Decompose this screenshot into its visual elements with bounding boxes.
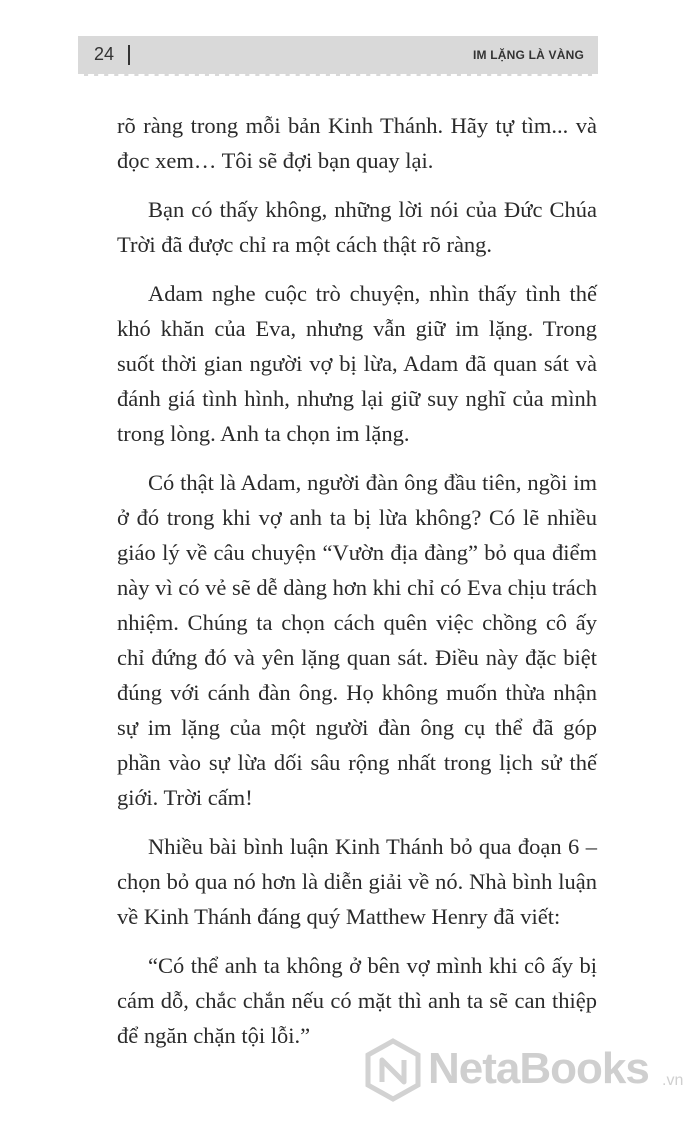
header-divider — [128, 45, 130, 65]
paragraph-4: Có thật là Adam, người đàn ông đầu tiên, ngồi im ở đó trong khi vợ anh ta bị lừa không? Có lẽ nhiều giáo lý về câu chuyện “Vườn địa đàng” bỏ qua điểm này vì có vẻ sẽ dễ dàng hơn khi chỉ có Eva chịu trách nhiệm. Chúng ta chọn cách quên việc chồng cô ấy chỉ đứng đó và yên lặng quan sát. Điều này đặc biệt đúng với cánh đàn ông. Họ không muốn thừa nhận sự im lặng của một người đàn ông cụ thể đã góp phần vào sự lừa dối sâu rộng nhất trong lịch sử thế giới. Trời cấm! — [117, 470, 597, 810]
page-body — [117, 108, 597, 1067]
netabooks-logo-icon — [364, 1038, 422, 1102]
running-header — [78, 36, 598, 76]
running-title: IM LẶNG LÀ VÀNG — [473, 48, 584, 62]
watermark-suffix: .vn — [662, 1072, 684, 1089]
page-number: 24 — [94, 44, 115, 64]
watermark — [364, 1038, 700, 1118]
paragraph-1: rõ ràng trong mỗi bản Kinh Thánh. Hãy tự tìm... và đọc xem… Tôi sẽ đợi bạn quay lại. — [117, 113, 597, 173]
quote-paragraph: “Có thể anh ta không ở bên vợ mình khi cô ấy bị cám dỗ, chắc chắn nếu có mặt thì anh ta sẽ can thiệp để ngăn chặn tội lỗi.” — [117, 953, 597, 1048]
paragraph-2: Bạn có thấy không, những lời nói của Đức Chúa Trời đã được chỉ ra một cách thật rõ ràng. — [117, 197, 597, 257]
watermark-brand: NetaBooks — [428, 1044, 649, 1093]
paragraph-3: Adam nghe cuộc trò chuyện, nhìn thấy tình thế khó khăn của Eva, nhưng vẫn giữ im lặng. Trong suốt thời gian người vợ bị lừa, Adam đã quan sát và đánh giá tình hình, nhưng lại giữ suy nghĩ của mình trong lòng. Anh ta chọn im lặng. — [117, 281, 597, 446]
paragraph-5: Nhiều bài bình luận Kinh Thánh bỏ qua đoạn 6 – chọn bỏ qua nó hơn là diễn giải về nó. Nhà bình luận về Kinh Thánh đáng quý Matthew Henry đã viết: — [117, 834, 597, 929]
